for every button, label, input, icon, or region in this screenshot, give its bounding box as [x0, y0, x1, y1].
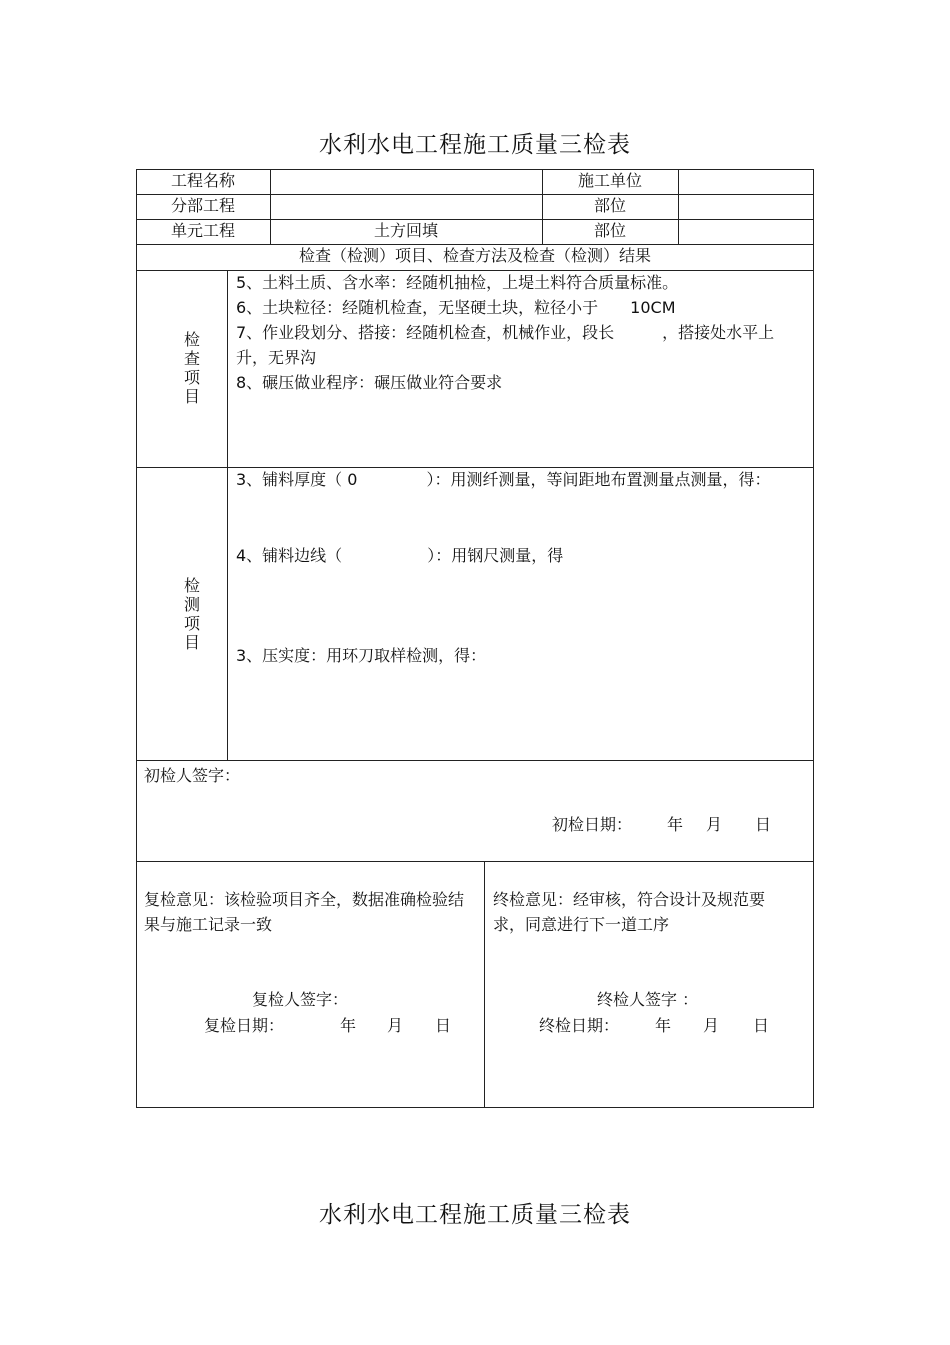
- row-divider: [136, 219, 814, 220]
- row-divider: [136, 194, 814, 195]
- recheck-signature-label: 复检人签字：: [252, 990, 349, 1009]
- page-title: 水利水电工程施工质量三检表: [319, 132, 631, 158]
- inspection-items: [236, 270, 806, 395]
- unit-project-label: 单元工程: [170, 221, 235, 240]
- final-date-label: 终检日期：: [539, 1016, 620, 1035]
- inspection-item: 6、土块粒径：经随机检查，无坚硬土块，粒径小于 10CM: [236, 298, 676, 317]
- initial-date-month: 月: [706, 815, 723, 834]
- row-divider: [136, 760, 814, 761]
- unit-project-value: 土方回填: [373, 221, 438, 240]
- inspection-label: 检查项目: [183, 330, 200, 406]
- page-title-repeat: 水利水电工程施工质量三检表: [319, 1202, 631, 1228]
- inspection-item: 5、土料土质、含水率：经随机抽检，上堤土料符合质量标准。: [236, 273, 679, 292]
- final-date-month: 月: [703, 1016, 720, 1035]
- initial-date-year: 年: [667, 815, 684, 834]
- section-header: 检查（检测）项目、检查方法及检查（检测）结果: [298, 246, 651, 265]
- part-label: 部位: [593, 221, 626, 240]
- row-divider: [136, 861, 814, 862]
- recheck-date-month: 月: [387, 1016, 404, 1035]
- recheck-date-day: 日: [435, 1016, 452, 1035]
- col-divider: [678, 169, 679, 245]
- initial-date-day: 日: [755, 815, 772, 834]
- testing-item: 4、铺料边线（ ）：用钢尺测量，得: [236, 546, 564, 565]
- table-border-left: [136, 169, 137, 1108]
- table-border-bottom: [136, 1107, 814, 1108]
- final-signature-label: 终检人签字 ：: [597, 990, 699, 1009]
- final-date-year: 年: [655, 1016, 672, 1035]
- testing-item: 3、铺料厚度（ 0 ）：用测纤测量，等间距地布置测量点测量，得：: [236, 470, 771, 489]
- inspection-item: 8、碾压做业程序：碾压做业符合要求: [236, 373, 503, 392]
- table-border-right: [813, 169, 814, 1108]
- testing-item: 3、压实度：用环刀取样检测，得：: [236, 646, 487, 665]
- col-divider: [227, 270, 228, 761]
- initial-date-label: 初检日期：: [552, 815, 633, 834]
- inspection-item: 7、作业段划分、搭接：经随机检查，机械作业，段长 ，搭接处水平上升，无界沟: [236, 323, 775, 367]
- final-date-day: 日: [753, 1016, 770, 1035]
- initial-signature-label: 初检人签字：: [144, 766, 241, 785]
- contractor-label: 施工单位: [577, 171, 642, 190]
- sub-project-label: 分部工程: [170, 196, 235, 215]
- final-opinion: 终检意见：经审核，符合设计及规范要求，同意进行下一道工序: [493, 890, 766, 934]
- project-name-label: 工程名称: [170, 171, 235, 190]
- col-divider: [484, 861, 485, 1108]
- part-label: 部位: [593, 196, 626, 215]
- testing-label: 检测项目: [183, 576, 200, 652]
- table-border-top: [136, 169, 814, 170]
- recheck-date-label: 复检日期：: [204, 1016, 285, 1035]
- row-divider: [136, 244, 814, 245]
- recheck-opinion: 复检意见：该检验项目齐全，数据准确检验结果与施工记录一致: [144, 890, 465, 934]
- recheck-date-year: 年: [340, 1016, 357, 1035]
